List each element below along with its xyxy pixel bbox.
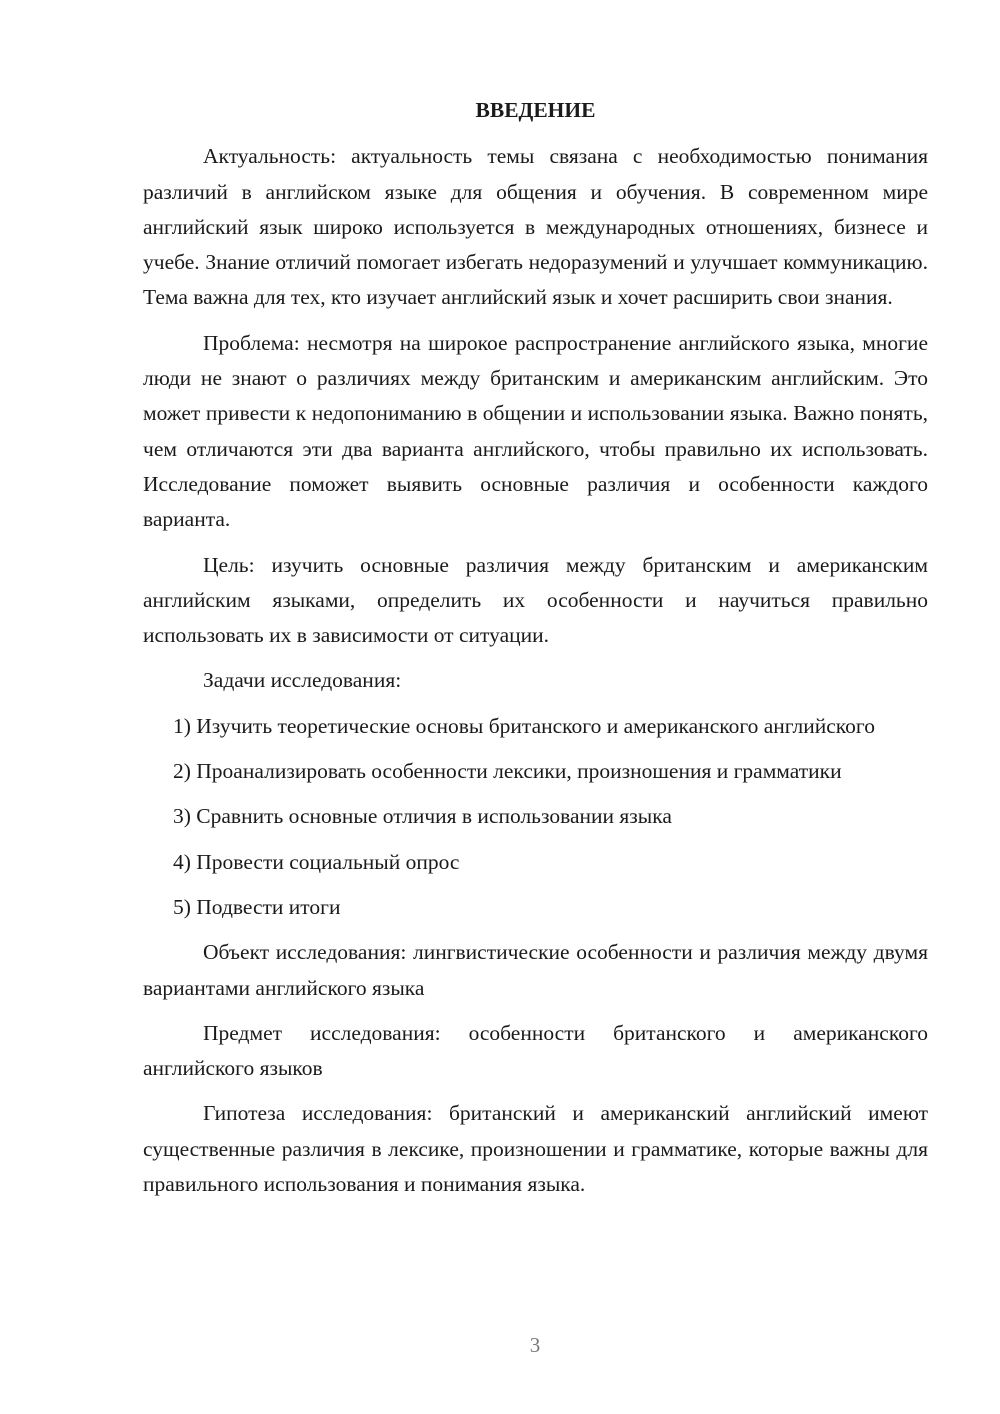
task-item-4: 4) Провести социальный опрос xyxy=(173,849,460,874)
problem-paragraph: Проблема: несмотря на широкое распространение английского языка, многие люди не знают о различиях между британским и американским английским. Это может привести к недопониманию в общении и использовании языка. Важно понять, чем отличаются эти два варианта английского, чтобы правильно их использовать. Исследование поможет выявить основные различия и особенности каждого варианта. xyxy=(143,330,928,532)
hypothesis-paragraph: Гипотеза исследования: британский и американский английский имеют существенные различия в лексике, произношении и грамматике, которые важны для правильного использования и понимания языка. xyxy=(143,1101,928,1197)
page-content xyxy=(143,93,928,1212)
task-item-3: 3) Сравнить основные отличия в использовании языка xyxy=(173,804,672,829)
object-paragraph: Объект исследования: лингвистические особенности и различия между двумя вариантами английского языка xyxy=(143,940,928,1000)
page-title: ВВЕДЕНИЕ xyxy=(475,98,596,122)
relevance-paragraph: Актуальность: актуальность темы связана с необходимостью понимания различий в английском языке для общения и обучения. В современном мире английский язык широко используется в международных отношениях, бизнесе и учебе. Знание отличий помогает избегать недоразумений и улучшает коммуникацию. Тема важна для тех, кто изучает английский язык и хочет расширить свои знания. xyxy=(143,144,928,310)
goal-paragraph: Цель: изучить основные различия между британским и американским английским языками, определить их особенности и научиться правильно использовать их в зависимости от ситуации. xyxy=(143,552,928,648)
page-number: 3 xyxy=(529,1333,541,1357)
task-item-5: 5) Подвести итоги xyxy=(173,894,341,919)
subject-paragraph: Предмет исследования: особенности британского и американского английского языков xyxy=(143,1020,928,1081)
task-item-2: 2) Проанализировать особенности лексики, произношения и грамматики xyxy=(173,759,842,784)
tasks-heading: Задачи исследования: xyxy=(203,668,402,693)
task-item-1: 1) Изучить теоретические основы британского и американского английского xyxy=(173,713,875,738)
